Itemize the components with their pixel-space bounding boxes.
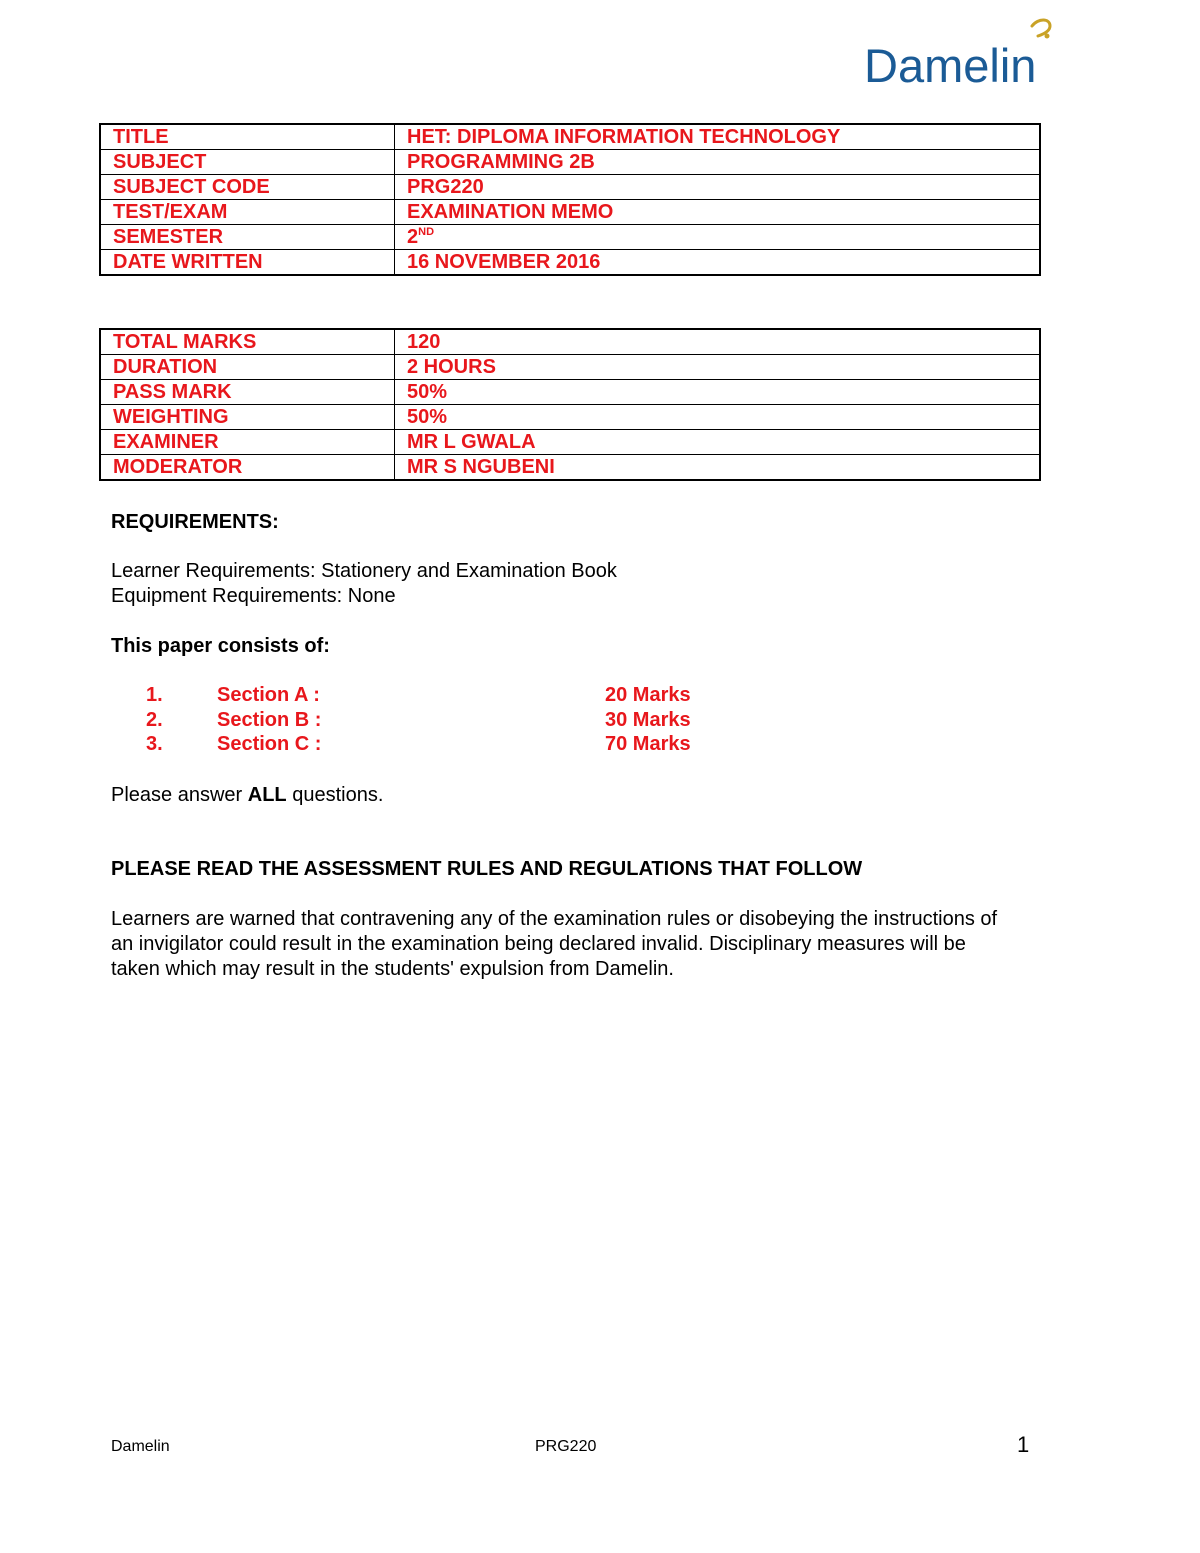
table-row [100, 455, 1040, 481]
rules-heading: PLEASE READ THE ASSESSMENT RULES AND REGULATIONS THAT FOLLOW [111, 858, 863, 880]
row-value-semester [395, 225, 1041, 250]
list-item [111, 708, 811, 733]
row-label: TITLE [100, 124, 395, 150]
rules-line: taken which may result in the students' expulsion from Damelin. [111, 958, 674, 980]
requirements-heading: REQUIREMENTS: [111, 511, 279, 533]
section-name: Section C : [217, 733, 322, 755]
list-item [111, 732, 811, 757]
row-value: 50% [395, 405, 1041, 430]
section-number: 2. [146, 708, 163, 731]
row-value: 16 NOVEMBER 2016 [395, 250, 1041, 276]
sections-list [111, 683, 811, 757]
row-label: EXAMINER [100, 430, 395, 455]
row-label: DATE WRITTEN [100, 250, 395, 276]
row-label: SEMESTER [100, 225, 395, 250]
table-row [100, 150, 1040, 175]
equipment-requirements: Equipment Requirements: None [111, 585, 396, 607]
semester-number: 2 [407, 226, 419, 248]
table-row [100, 225, 1040, 250]
section-number: 1. [146, 684, 163, 706]
rules-line: an invigilator could result in the examination being declared invalid. Disciplinary measures will be [111, 933, 966, 955]
instruction-suffix: questions. [286, 784, 384, 806]
row-value: 50% [395, 380, 1041, 405]
table-row [100, 355, 1040, 380]
instruction-emphasis: ALL [247, 784, 287, 806]
row-label: MODERATOR [100, 455, 395, 481]
damelin-logo-mark [862, 14, 1094, 94]
section-marks: 20 Marks [605, 684, 691, 706]
damelin-logo [862, 14, 1094, 94]
table-row [100, 200, 1040, 225]
section-name: Section A : [217, 684, 320, 706]
row-label: PASS MARK [100, 380, 395, 405]
page-number: 1 [1017, 1432, 1030, 1457]
section-marks: 70 Marks [605, 733, 691, 755]
table-row [100, 380, 1040, 405]
answer-instruction [111, 783, 383, 808]
consists-heading: This paper consists of: [111, 635, 330, 657]
table-row [100, 124, 1040, 150]
row-value: 2 HOURS [395, 355, 1041, 380]
instruction-prefix: Please answer [111, 784, 248, 806]
logo-dot-icon [1045, 34, 1050, 39]
section-marks: 30 Marks [605, 708, 691, 731]
exam-details-table [99, 328, 1041, 481]
footer-left: Damelin [111, 1438, 170, 1455]
semester-suffix: ND [418, 226, 435, 238]
row-label: TOTAL MARKS [100, 329, 395, 355]
row-value: MR L GWALA [395, 430, 1041, 455]
row-label: TEST/EXAM [100, 200, 395, 225]
logo-text: Damelin [864, 39, 1037, 92]
rules-line: Learners are warned that contravening any of the examination rules or disobeying the instructions of [111, 908, 998, 930]
learner-requirements: Learner Requirements: Stationery and Examination Book [111, 560, 617, 582]
row-value: MR S NGUBENI [395, 455, 1041, 481]
row-label: WEIGHTING [100, 405, 395, 430]
row-label: DURATION [100, 355, 395, 380]
row-label: SUBJECT CODE [100, 175, 395, 200]
row-value: PROGRAMMING 2B [395, 150, 1041, 175]
row-value: PRG220 [395, 175, 1041, 200]
row-label: SUBJECT [100, 150, 395, 175]
exam-info-table [99, 123, 1041, 276]
row-value: EXAMINATION MEMO [395, 200, 1041, 225]
table-row [100, 175, 1040, 200]
section-name: Section B : [217, 708, 322, 731]
table-row [100, 250, 1040, 276]
table-row [100, 329, 1040, 355]
row-value: HET: DIPLOMA INFORMATION TECHNOLOGY [395, 124, 1041, 150]
row-value: 120 [395, 329, 1041, 355]
table-row [100, 430, 1040, 455]
footer-center: PRG220 [535, 1438, 597, 1455]
rules-paragraph [111, 907, 1086, 982]
list-item [111, 683, 811, 708]
section-number: 3. [146, 733, 163, 755]
table-row [100, 405, 1040, 430]
